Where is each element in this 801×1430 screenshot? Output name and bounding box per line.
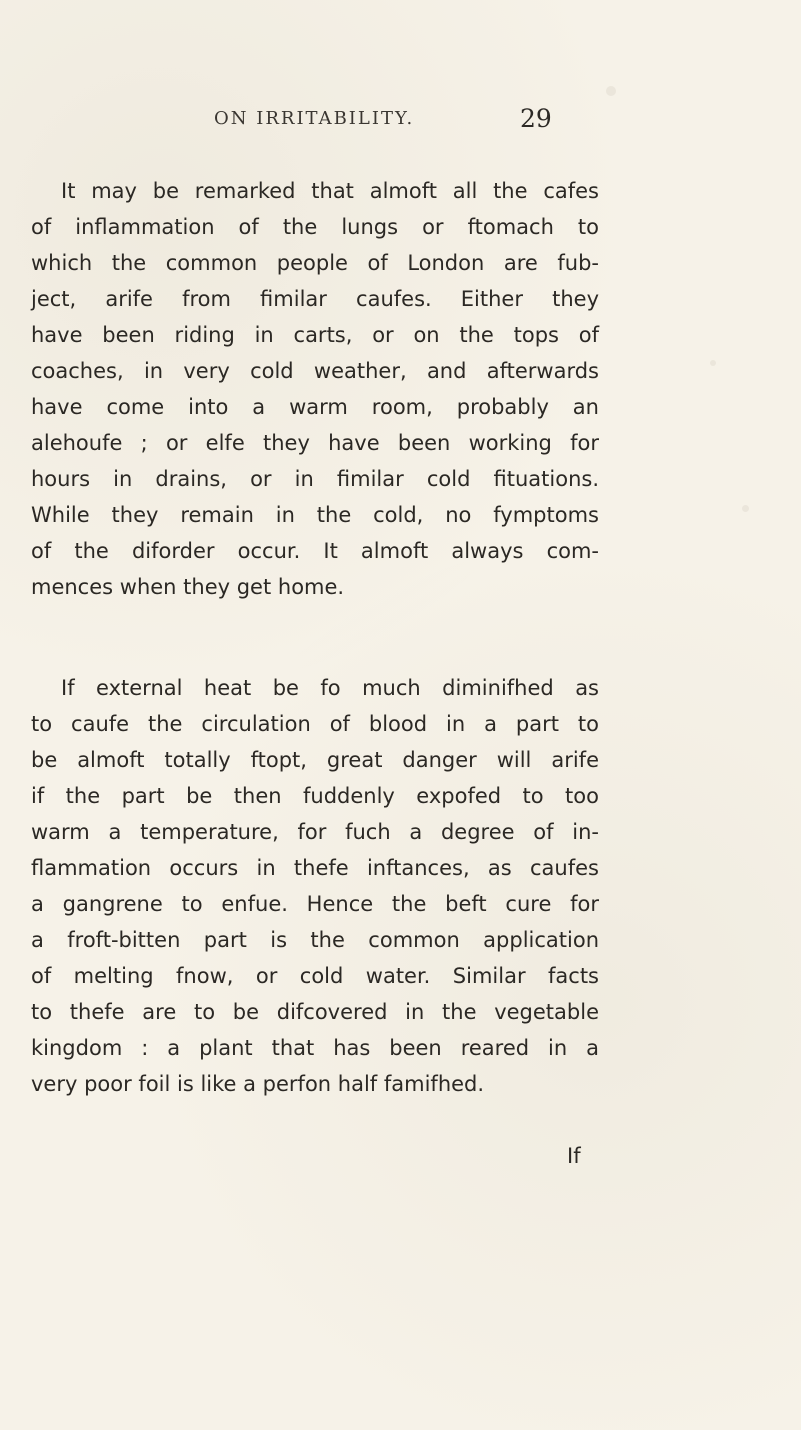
paper-stain [710, 360, 716, 366]
running-title: ON IRRITABILITY. [214, 108, 415, 129]
paper-stain [742, 505, 749, 512]
text-line: warm a temperature, for fuch a degree of in- [31, 820, 599, 844]
text-line: which the common people of London are fub- [31, 251, 599, 275]
text-line: It may be remarked that almoft all the cafes [61, 179, 599, 203]
text-line: While they remain in the cold, no fymptoms [31, 503, 599, 527]
paper-stain [606, 86, 616, 96]
page-number: 29 [520, 104, 552, 133]
text-line: to thefe are to be difcovered in the vegetable [31, 1000, 599, 1024]
text-line: to caufe the circulation of blood in a part to [31, 712, 599, 736]
running-head [0, 104, 801, 138]
text-line: of inflammation of the lungs or ftomach to [31, 215, 599, 239]
text-line: a froft-bitten part is the common application [31, 928, 599, 952]
catchword: If [567, 1144, 581, 1168]
text-line: have come into a warm room, probably an [31, 395, 599, 419]
text-line: If external heat be fo much diminifhed as [61, 676, 599, 700]
text-line: ject, arife from fimilar caufes. Either they [31, 287, 599, 311]
text-line: alehoufe ; or elfe they have been working for [31, 431, 599, 455]
text-line: kingdom : a plant that has been reared in a [31, 1036, 599, 1060]
text-line: hours in drains, or in fimilar cold fituations. [31, 467, 599, 491]
text-line: of melting fnow, or cold water. Similar facts [31, 964, 599, 988]
text-line: coaches, in very cold weather, and afterwards [31, 359, 599, 383]
text-line: mences when they get home. [31, 575, 345, 599]
text-line: have been riding in carts, or on the tops of [31, 323, 599, 347]
text-line: if the part be then fuddenly expofed to too [31, 784, 599, 808]
paragraph-1 [31, 173, 599, 605]
text-line: very poor foil is like a perfon half famifhed. [31, 1072, 485, 1096]
paragraph-2 [31, 670, 599, 1102]
text-line: flammation occurs in thefe inftances, as caufes [31, 856, 599, 880]
text-line: a gangrene to enfue. Hence the beft cure for [31, 892, 599, 916]
text-line: of the diforder occur. It almoft always com- [31, 539, 599, 563]
text-line: be almoft totally ftopt, great danger will arife [31, 748, 599, 772]
